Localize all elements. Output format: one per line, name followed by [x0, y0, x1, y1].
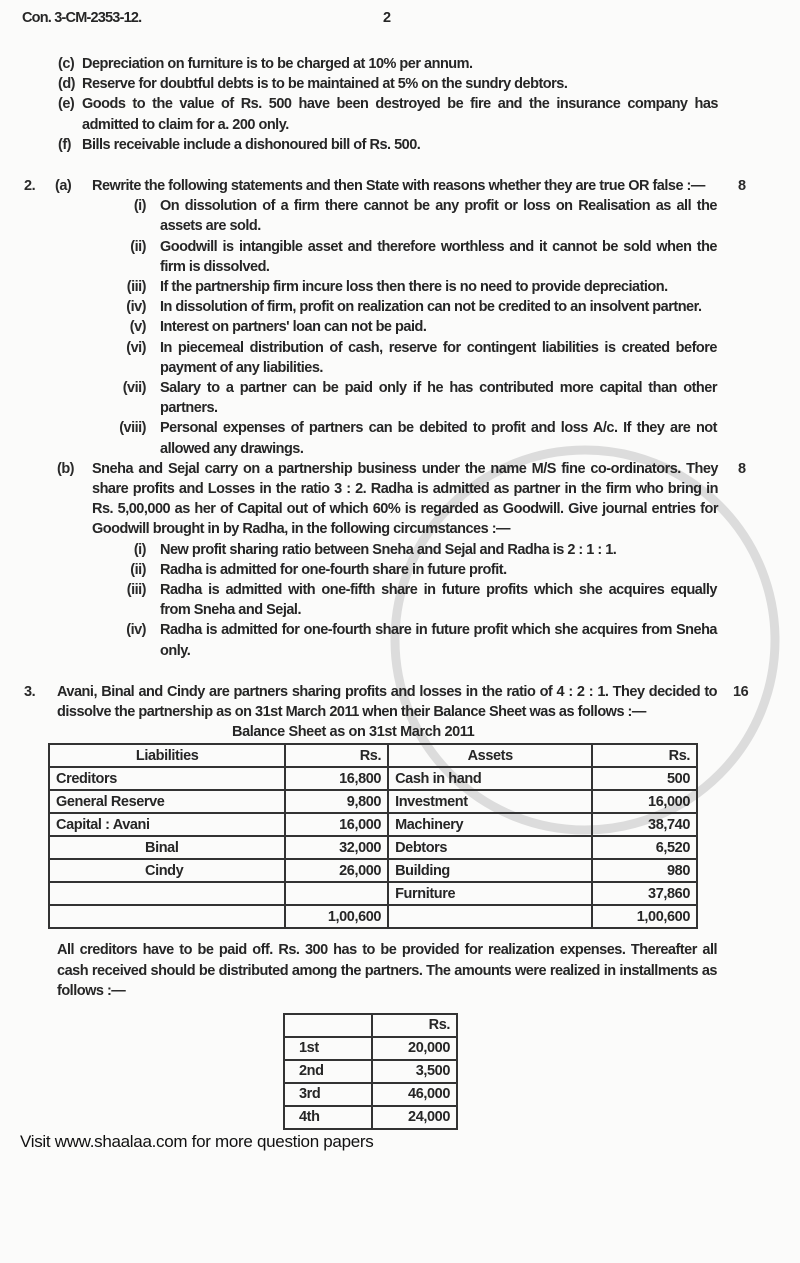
- table-header-row: [49, 744, 697, 767]
- item-text: Reserve for doubtful debts is to be maintained at 5% on the sundry debtors.: [82, 76, 568, 93]
- header-assets: Assets: [388, 744, 592, 767]
- header-rs: Rs.: [372, 1014, 457, 1037]
- part-label: (b): [57, 460, 75, 477]
- question-number: 3.: [24, 683, 36, 700]
- table-row: [49, 859, 697, 882]
- item-text: Radha is admitted with one-fifth share in future profits which she acquires equally from Sneha and Sejal.: [160, 582, 717, 619]
- item-text: In dissolution of firm, profit on realization can not be credited to an insolvent partner.: [160, 299, 702, 316]
- question-3: [0, 682, 800, 1130]
- item-label: (i): [133, 198, 146, 215]
- page-number: 2: [383, 10, 392, 26]
- question-2b: [0, 459, 800, 661]
- item-label: (f): [58, 136, 71, 153]
- list-item: [0, 196, 800, 236]
- list-item: [0, 560, 800, 580]
- marks: 16: [733, 683, 749, 700]
- item-text: Personal expenses of partners can be debited to profit and loss A/c. If they are not allowed any drawings.: [160, 420, 717, 457]
- list-item: [0, 338, 800, 378]
- paper-code: Con. 3-CM-2353-12.: [22, 10, 142, 26]
- balance-sheet-title: Balance Sheet as on 31st March 2011: [232, 724, 475, 741]
- item-text: New profit sharing ratio between Sneha and Sejal and Radha is 2 : 1 : 1.: [160, 541, 617, 558]
- item-text: Radha is admitted for one-fourth share in future profit.: [160, 561, 507, 578]
- cell: Creditors: [49, 767, 285, 790]
- total-row: [49, 905, 697, 928]
- question-2a: [0, 176, 800, 459]
- cell: 16,000: [592, 790, 697, 813]
- page-body: [0, 54, 800, 1152]
- cell: Building: [388, 859, 592, 882]
- item-label: (iv): [126, 622, 146, 639]
- marks: 8: [738, 460, 746, 477]
- table-row: [284, 1083, 457, 1106]
- total-liabilities: 1,00,600: [285, 905, 388, 928]
- item-text: Interest on partners' loan can not be paid.: [160, 319, 427, 336]
- item-label: (vii): [122, 380, 146, 397]
- list-item: [0, 540, 800, 560]
- cell: Binal: [49, 836, 285, 859]
- item-label: (c): [58, 56, 75, 72]
- footer-link[interactable]: Visit www.shaalaa.com for more question papers: [20, 1131, 374, 1151]
- cell: 6,520: [592, 836, 697, 859]
- question-text: Avani, Binal and Cindy are partners sharing profits and losses in the ratio of 4 : 2 : 1. They decided to dissolve the partnership as on 31st March 2011 when their Balance Sheet was as follows :—: [57, 683, 717, 721]
- cell: [49, 882, 285, 905]
- true-false-list: [0, 196, 800, 459]
- header-liabilities: Liabilities: [49, 744, 285, 767]
- cell: 980: [592, 859, 697, 882]
- list-item: [0, 94, 800, 134]
- list-item: [0, 378, 800, 418]
- item-label: (e): [58, 96, 75, 113]
- item-label: (ii): [130, 561, 146, 578]
- question-row: [0, 682, 800, 722]
- item-text: Goods to the value of Rs. 500 have been destroyed be fire and the insurance company has admitted to claim for a. 200 only.: [82, 96, 718, 133]
- item-label: (viii): [119, 420, 146, 437]
- table-row: [49, 836, 697, 859]
- cell: 4th: [284, 1106, 372, 1129]
- table-row: [49, 882, 697, 905]
- cell: Cash in hand: [388, 767, 592, 790]
- cell: 46,000: [372, 1083, 457, 1106]
- list-item: [0, 297, 800, 317]
- part-text: Sneha and Sejal carry on a partnership business under the name M/S fine co-ordinators. They share profits and Losses in the ratio 3 : 2. Radha is admitted as partner in the firm who bring in Rs. 5,00,000 as her of Capital out of which 60% is regarded as Goodwill. Give journal entries for Goodwill brought in by Radha, in the following circumstances :—: [92, 460, 718, 538]
- item-label: (vi): [126, 339, 146, 356]
- table-row: [284, 1060, 457, 1083]
- cell: 2nd: [284, 1060, 372, 1083]
- after-table-text: All creditors have to be paid off. Rs. 300 has to be provided for realization expenses. Thereafter all cash received should be distributed among the partners. The amounts were realized in installments as follows :—: [57, 942, 717, 999]
- cell: 3rd: [284, 1083, 372, 1106]
- table-row: [49, 813, 697, 836]
- list-item: [0, 74, 800, 94]
- item-label: (d): [58, 76, 76, 93]
- cell: 32,000: [285, 836, 388, 859]
- item-text: In piecemeal distribution of cash, reserve for contingent liabilities is created before payment of any liabilities.: [160, 339, 717, 376]
- list-item: [0, 54, 800, 74]
- cell: 500: [592, 767, 697, 790]
- table-row: [49, 790, 697, 813]
- installments-table: [283, 1013, 458, 1130]
- q1-continuation: [0, 54, 800, 155]
- cell: Cindy: [49, 859, 285, 882]
- cell: Investment: [388, 790, 592, 813]
- cell: 1st: [284, 1037, 372, 1060]
- header-installment: [284, 1014, 372, 1037]
- part-row: [0, 459, 800, 540]
- item-label: (iii): [126, 279, 146, 296]
- list-item: [0, 418, 800, 458]
- table-row: [284, 1037, 457, 1060]
- part-label: (a): [55, 178, 72, 195]
- cell: [388, 905, 592, 928]
- cell: 9,800: [285, 790, 388, 813]
- question-number: 2.: [24, 178, 36, 195]
- cell: Capital : Avani: [49, 813, 285, 836]
- list-item: [0, 237, 800, 277]
- part-text: Rewrite the following statements and then State with reasons whether they are true OR false :—: [92, 178, 705, 195]
- list-item: [0, 580, 800, 620]
- cell: 24,000: [372, 1106, 457, 1129]
- cell: 37,860: [592, 882, 697, 905]
- list-item: [0, 317, 800, 337]
- item-text: Depreciation on furniture is to be charged at 10% per annum.: [82, 56, 473, 72]
- part-row: [0, 176, 800, 196]
- cell: 16,800: [285, 767, 388, 790]
- item-label: (ii): [130, 238, 146, 255]
- item-text: Salary to a partner can be paid only if he has contributed more capital than other partners.: [160, 380, 717, 417]
- item-label: (v): [129, 319, 146, 336]
- item-text: If the partnership firm incure loss then there is no need to provide depreciation.: [160, 279, 668, 296]
- list-item: [0, 620, 800, 660]
- cell: [49, 905, 285, 928]
- list-item: [0, 135, 800, 155]
- item-text: On dissolution of a firm there cannot be any profit or loss on Realisation as all the assets are sold.: [160, 198, 717, 235]
- item-label: (iii): [126, 582, 146, 599]
- table-row: [49, 767, 697, 790]
- item-text: Goodwill is intangible asset and therefore worthless and it cannot be sold when the firm is dissolved.: [160, 238, 717, 275]
- circumstances-list: [0, 540, 800, 661]
- header-rs: Rs.: [592, 744, 697, 767]
- list-item: [0, 277, 800, 297]
- total-assets: 1,00,600: [592, 905, 697, 928]
- after-table-row: [0, 940, 800, 1001]
- cell: General Reserve: [49, 790, 285, 813]
- cell: 16,000: [285, 813, 388, 836]
- item-label: (i): [133, 541, 146, 558]
- cell: Machinery: [388, 813, 592, 836]
- cell: Debtors: [388, 836, 592, 859]
- cell: 3,500: [372, 1060, 457, 1083]
- cell: [285, 882, 388, 905]
- cell: 20,000: [372, 1037, 457, 1060]
- item-label: (iv): [126, 299, 146, 316]
- item-text: Bills receivable include a dishonoured bill of Rs. 500.: [82, 136, 421, 153]
- cell: 26,000: [285, 859, 388, 882]
- cell: 38,740: [592, 813, 697, 836]
- item-text: Radha is admitted for one-fourth share in future profit which she acquires from Sneha only.: [160, 622, 717, 659]
- table-row: [284, 1106, 457, 1129]
- balance-sheet-table: [48, 743, 698, 929]
- marks: 8: [738, 178, 746, 195]
- table-header-row: [284, 1014, 457, 1037]
- cell: Furniture: [388, 882, 592, 905]
- header-rs: Rs.: [285, 744, 388, 767]
